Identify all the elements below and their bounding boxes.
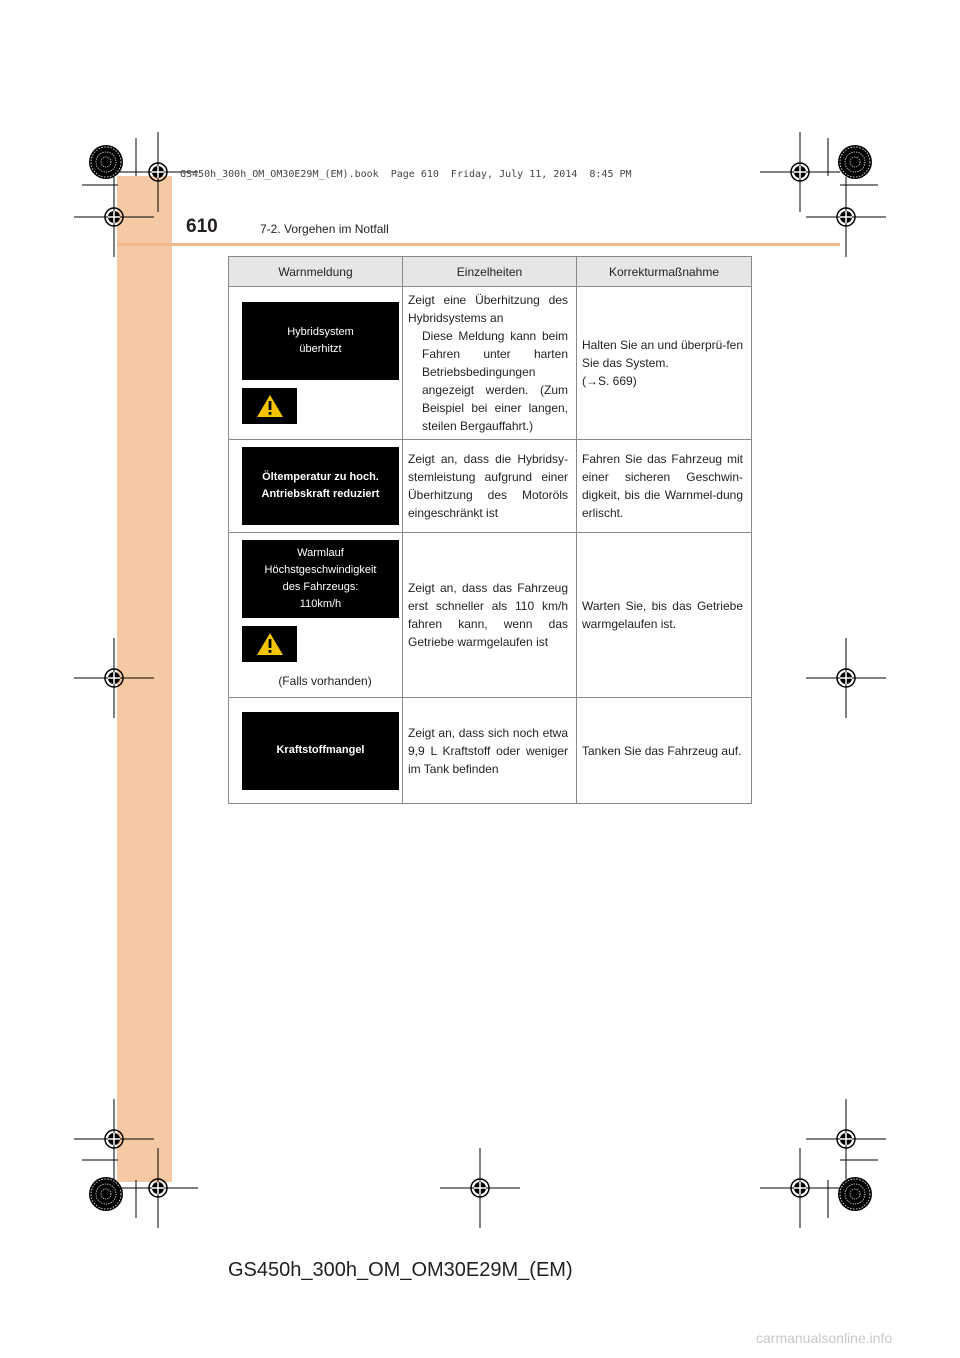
- action-cell: [577, 440, 752, 533]
- details-cell: [403, 440, 577, 533]
- table-row: [229, 698, 752, 804]
- page-number: 610: [186, 216, 218, 237]
- action-text: Warten Sie, bis das Getriebe warmgelaufen ist.: [582, 599, 743, 631]
- details-cell: [403, 287, 577, 440]
- details-text: Zeigt an, dass sich noch etwa 9,9 L Kraftstoff oder weniger im Tank befinden: [408, 725, 568, 776]
- table-row: [229, 287, 752, 440]
- details-cell: [403, 533, 577, 698]
- action-cell: [577, 698, 752, 804]
- details-note: Diese Meldung kann beim Fahren unter harten Betriebsbedingungen angezeigt werden. (Zum Beispiel bei einer langen, steilen Bergauffahrt.): [422, 329, 568, 433]
- details-cell: [403, 698, 577, 804]
- warning-message-cell: [229, 698, 403, 804]
- details-text: Zeigt an, dass die Hybridsy-stemleistung aufgrund einer Überhitzung des Motoröls eingeschränkt ist: [408, 452, 568, 520]
- display-screen-warmup-speed-limit: Warmlauf Höchstgeschwindigkeit des Fahrzeugs: 110km/h: [242, 540, 399, 618]
- display-screen-low-fuel: Kraftstoffmangel: [242, 712, 399, 790]
- details-text: Zeigt an, dass das Fahrzeug erst schneller als 110 km/h fahren kann, wenn das Getriebe warmgelaufen ist: [408, 581, 568, 649]
- page-reference: (→S. 669): [582, 374, 637, 388]
- action-cell: [577, 287, 752, 440]
- table-row: [229, 440, 752, 533]
- warning-message-cell: [229, 287, 403, 440]
- warning-message-cell: [229, 533, 403, 698]
- display-screen-oil-temperature: Öltemperatur zu hoch. Antriebskraft reduziert: [242, 447, 399, 525]
- warning-message-cell: [229, 440, 403, 533]
- warning-message-table: [228, 256, 752, 804]
- header-rule: [117, 243, 840, 246]
- column-header-warnmeldung: Warnmeldung: [229, 257, 403, 287]
- column-header-korrekturmassnahme: Korrekturmaßnahme: [577, 257, 752, 287]
- document-footer-code: GS450h_300h_OM_OM30E29M_(EM): [228, 1259, 573, 1281]
- table-header-row: [229, 257, 752, 287]
- table-row: [229, 533, 752, 698]
- display-screen-hybrid-overheat: Hybridsystem überhitzt: [242, 302, 399, 380]
- action-text: Halten Sie an und überprü-fen Sie das System.: [582, 338, 743, 370]
- warning-triangle-icon: [242, 626, 297, 662]
- action-text: Tanken Sie das Fahrzeug auf.: [582, 743, 742, 758]
- print-file-info: GS450h_300h_OM_OM30E29M_(EM).book Page 610 Friday, July 11, 2014 8:45 PM: [180, 169, 632, 180]
- column-header-einzelheiten: Einzelheiten: [403, 257, 577, 287]
- watermark: carmanualsonline.info: [756, 1330, 893, 1346]
- action-cell: [577, 533, 752, 698]
- details-text: Zeigt eine Überhitzung des Hybridsystems an: [408, 293, 568, 325]
- action-text: Fahren Sie das Fahrzeug mit einer sicheren Geschwin-digkeit, bis die Warnmel-dung erlischt.: [582, 452, 743, 520]
- availability-note: (Falls vorhanden): [278, 674, 372, 688]
- warning-triangle-icon: [242, 388, 297, 424]
- section-title: 7-2. Vorgehen im Notfall: [260, 222, 389, 236]
